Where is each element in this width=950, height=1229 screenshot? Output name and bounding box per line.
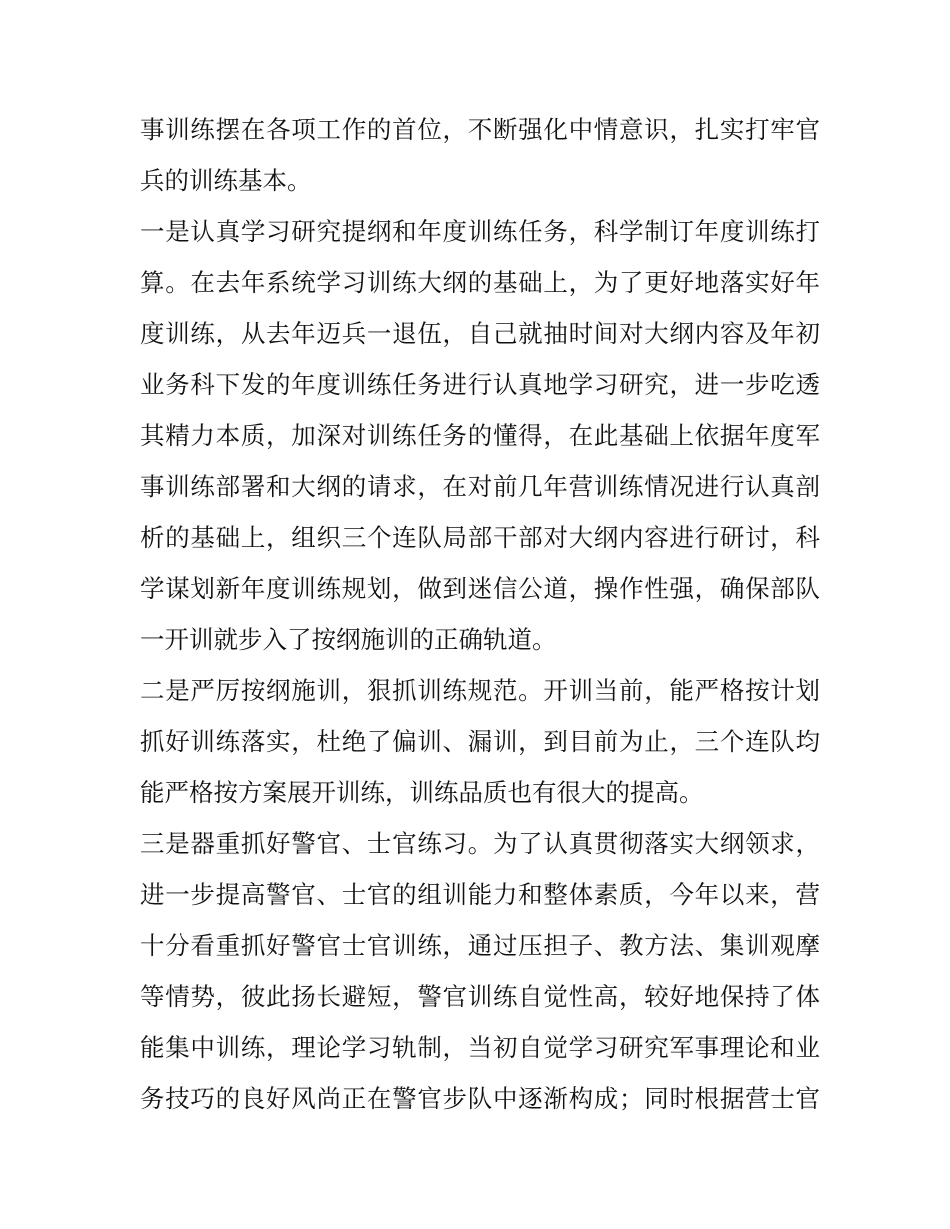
text-line-6: 业务科下发的年度训练任务进行认真地学习研究，进一步吃透	[140, 370, 820, 399]
text-line-19: 能集中训练，理论学习轨制，当初自觉学习研究军事理论和业	[140, 1033, 820, 1062]
text-line-18: 等情势，彼此扬长避短，警官训练自觉性高，较好地保持了体	[140, 982, 820, 1011]
text-line-14: 能严格按方案展开训练，训练品质也有很大的提高。	[140, 778, 704, 807]
text-line-8: 事训练部署和大纲的请求，在对前几年营训练情况进行认真剖	[140, 472, 820, 501]
text-line-3: 一是认真学习研究提纲和年度训练任务，科学制订年度训练打	[140, 217, 820, 246]
text-line-17: 十分看重抓好警官士官训练，通过压担子、教方法、集训观摩	[140, 931, 820, 960]
text-line-16: 进一步提高警官、士官的组训能力和整体素质，今年以来，营	[140, 880, 820, 909]
text-line-12: 二是严厉按纲施训，狠抓训练规范。开训当前，能严格按计划	[140, 676, 820, 705]
text-line-5: 度训练，从去年迈兵一退伍，自己就抽时间对大纲内容及年初	[140, 319, 820, 348]
text-line-15: 三是器重抓好警官、士官练习。为了认真贯彻落实大纲领求，	[140, 829, 820, 858]
text-line-7: 其精力本质，加深对训练任务的懂得，在此基础上依据年度军	[140, 421, 820, 450]
text-line-20: 务技巧的良好风尚正在警官步队中逐渐构成；同时根据营士官	[140, 1084, 820, 1113]
body-text	[140, 104, 820, 1124]
text-line-11: 一开训就步入了按纲施训的正确轨道。	[140, 625, 557, 654]
text-line-13: 抓好训练落实，杜绝了偏训、漏训，到目前为止，三个连队均	[140, 727, 820, 756]
text-line-1: 事训练摆在各项工作的首位，不断强化中情意识，扎实打牢官	[140, 115, 820, 144]
text-line-2: 兵的训练基本。	[140, 166, 312, 195]
text-line-9: 析的基础上，组织三个连队局部干部对大纲内容进行研讨，科	[140, 523, 820, 552]
text-line-4: 算。在去年系统学习训练大纲的基础上，为了更好地落实好年	[140, 268, 820, 297]
text-line-10: 学谋划新年度训练规划，做到迷信公道，操作性强，确保部队	[140, 574, 820, 603]
